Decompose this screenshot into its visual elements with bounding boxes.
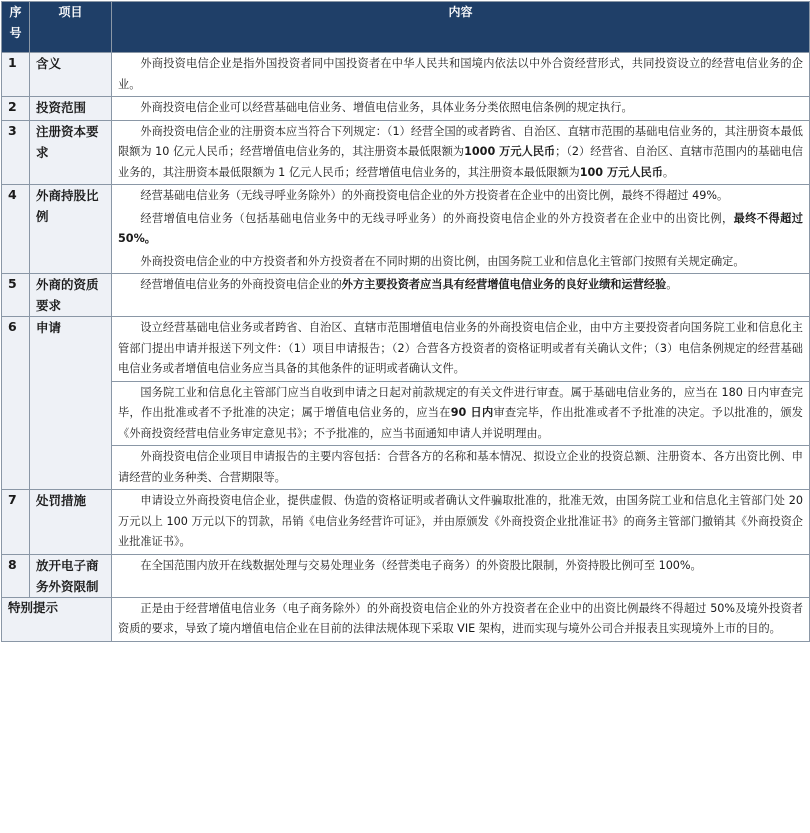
content-paragraph: 外商投资电信企业的中方投资者和外方投资者在不同时期的出资比例，由国务院工业和信息化主管部门按照有关规定确定。 [140,254,745,268]
row-item: 申请 [30,317,112,490]
content-paragraph: 外商投资电信企业可以经营基础电信业务、增值电信业务，具体业务分类依照电信条例的规定执行。 [140,101,633,114]
text-span: 。 [666,278,678,291]
text-span: 国务院工业和信息化主管部门应当自收到申请之日起对前款规定的有关文件进行审查。属于基础电信业务的，应当在 180 日内审查完毕，作出批准或者不予批准的决定；属于增值电信业务的，应当在 [118,385,803,419]
row-content [112,53,810,97]
row-item: 外商持股比例 [30,185,112,274]
row-number: 1 [2,53,30,97]
table-row [2,274,810,317]
table-row [2,490,810,555]
table-row [2,53,810,97]
row-content [112,185,810,274]
row-number: 2 [2,97,30,121]
content-paragraph [118,121,803,185]
content-paragraph: 经营基础电信业务（无线寻呼业务除外）的外商投资电信企业的外方投资者在企业中的出资比例，最终不得超过 49%。 [140,189,729,202]
emphasis-text: 最终不得超过 50%。 [118,211,803,245]
row-item: 投资范围 [30,97,112,121]
content-paragraph [118,274,803,297]
row-number: 6 [2,317,30,490]
row-item: 处罚措施 [30,490,112,555]
content-paragraph: 正是由于经营增值电信业务（电子商务除外）的外商投资电信企业的外方投资者在企业中的出资比例最终不得超过 50%及境外投资者资质的要求，导致了境内增值电信企业在目前的法律法规体现下采取 VIE 架构，进而实现与境外公司合并报表且实现境外上市的目的。 [118,601,803,635]
header-content: 内容 [112,2,810,53]
row-item: 注册资本要求 [30,120,112,185]
content-paragraph [118,382,803,446]
text-span: 外商投资电信企业的注册资本应当符合下列规定：（1）经营全国的或者跨省、自治区、直辖市范围的基础电信业务的，其注册资本最低限额为 10 亿元人民币；经营增值电信业务的，其注册资本最低限额为 [118,124,803,158]
special-note-label: 特别提示 [2,597,112,641]
text-span: 。 [662,165,675,179]
emphasis-text: 1000 万元人民币 [464,145,556,158]
row-number: 7 [2,490,30,555]
header-item: 项目 [30,2,112,53]
table-row [2,185,810,274]
table-header-row [2,2,810,53]
text-span: 经营增值电信业务（包括基础电信业务中的无线寻呼业务）的外商投资电信企业的外方投资者在企业中的出资比例， [140,211,734,225]
table-subrow [2,446,810,490]
row-content [112,120,810,185]
row-content [112,274,810,317]
table-row [2,317,810,382]
row-item: 放开电子商务外资限制 [30,554,112,597]
content-paragraph: 在全国范围内放开在线数据处理与交易处理业务（经营类电子商务）的外资股比限制，外资持股比例可至 100%。 [140,558,702,572]
table-row [2,554,810,597]
row-number: 3 [2,120,30,185]
emphasis-text: 100 万元人民币 [579,165,663,179]
content-paragraph: 设立经营基础电信业务或者跨省、自治区、直辖市范围增值电信业务的外商投资电信企业，由中方主要投资者向国务院工业和信息化主管部门提出申请并报送下列文件：（1）项目申请报告；（2）合营各方投资者的资格证明或者有关确认文件；（3）电信条例规定的经营基础电信业务或者增值电信业务应当具备的其他条件的证明或者确认文件。 [118,321,803,375]
special-note-content [112,597,810,641]
text-span: 经营增值电信业务的外商投资电信企业的 [140,278,342,291]
row-content [112,381,810,446]
text-span: 审查完毕，作出批准或者不予批准的决定。予以批准的，颁发《外商投资经营电信业务审定意见书》；不予批准的，应当书面通知申请人并说明理由。 [118,406,803,440]
content-paragraph: 外商投资电信企业是指外国投资者同中国投资者在中华人民共和国境内依法以中外合资经营形式，共同投资设立的经营电信业务的企业。 [118,57,803,91]
row-content [112,554,810,597]
regulation-table [1,1,810,642]
row-content [112,97,810,121]
special-note-row [2,597,810,641]
row-number: 8 [2,554,30,597]
row-item: 含义 [30,53,112,97]
content-paragraph: 外商投资电信企业项目申请报告的主要内容包括：合营各方的名称和基本情况、拟设立企业的投资总额、注册资本、各方出资比例、申请经营的业务种类、合营期限等。 [118,450,803,484]
table-row [2,120,810,185]
row-item: 外商的资质要求 [30,274,112,317]
content-paragraph [118,208,803,251]
row-content [112,446,810,490]
table-subrow [2,381,810,446]
emphasis-text: 90 日内 [450,406,494,419]
row-number: 4 [2,185,30,274]
emphasis-text: 外方主要投资者应当具有经营增值电信业务的良好业绩和运营经验 [341,278,667,291]
row-content [112,490,810,555]
table-row [2,97,810,121]
row-number: 5 [2,274,30,317]
content-paragraph: 申请设立外商投资电信企业，提供虚假、伪造的资格证明或者确认文件骗取批准的，批准无效，由国务院工业和信息化主管部门处 20 万元以上 100 万元以下的罚款，吊销《电信业务经营许可证》，并由原颁发《外商投资企业批准证书》的商务主管部门撤销其《外商投资企业批准证书》。 [118,494,803,548]
header-no: 序号 [2,2,30,53]
text-span: ；（2）经营省、自治区、直辖市范围内的基础电信业务的，其注册资本最低限额为 1 亿元人民币；经营增值电信业务的，其注册资本最低限额为 [118,145,803,179]
row-content [112,317,810,382]
